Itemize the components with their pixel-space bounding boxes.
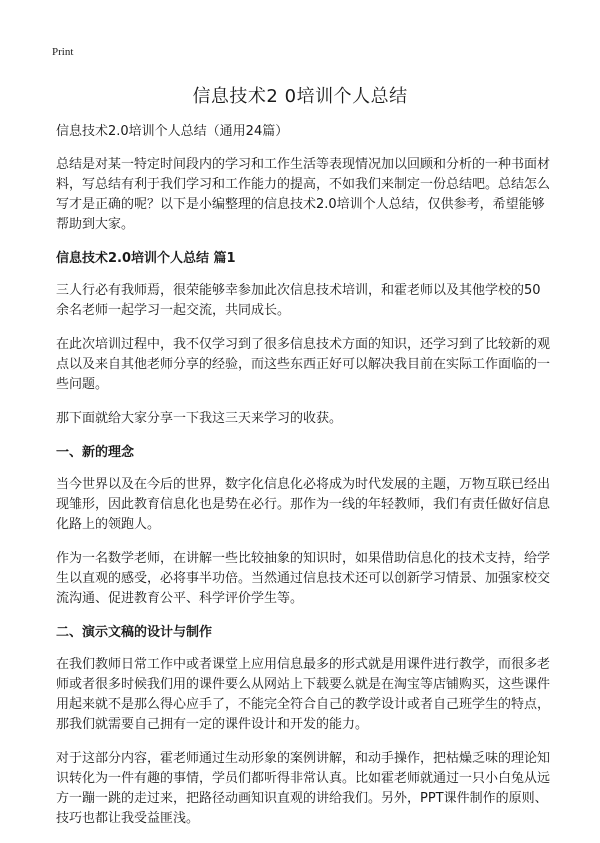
intro-paragraph: 总结是对某一特定时间段内的学习和工作生活等表现情况加以回顾和分析的一种书面材料，写总结有利于我们学习和工作能力的提高，不如我们来制定一份总结吧。总结怎么写才是正确的呢？以下是小编整理的信息技术2.0培训个人总结，仅供参考，希望能够帮助到大家。 [56,157,551,232]
body-paragraph: 在我们教师日常工作中或者课堂上应用信息最多的形式就是用课件进行教学，而很多老师或者很多时候我们用的课件要么从网站上下载要么就是在淘宝等店铺购买，这些课件用起来就不是那么得心应手了，不能完全符合自己的教学设计或者自己班学生的特点，那我们就需要自己拥有一定的课件设计和开发的能力。 [56,657,551,732]
document-subtitle: 信息技术2.0培训个人总结（通用24篇） [56,124,289,139]
section-heading: 信息技术2.0培训个人总结 篇1 [56,251,236,266]
body-paragraph: 在此次培训过程中，我不仅学习到了很多信息技术方面的知识，还学习到了比较新的观点以及来自其他老师分享的经验，而这些东西正好可以解决我目前在实际工作面临的一些问题。 [56,337,551,392]
body-paragraph: 对于这部分内容，霍老师通过生动形象的案例讲解，和动手操作，把枯燥乏味的理论知识转化为一件有趣的事情，学员们都听得非常认真。比如霍老师就通过一只小白兔从远方一蹦一跳的走过来，把路径动画知识直观的讲给我们。另外，PPT课件制作的原则、技巧也都让我受益匪浅。 [56,751,551,826]
print-link[interactable]: Print [52,46,74,58]
body-paragraph: 作为一名数学老师，在讲解一些比较抽象的知识时，如果借助信息化的技术支持，给学生以直观的感受，必将事半功倍。当然通过信息技术还可以创新学习情景、加强家校交流沟通、促进教育公平、科学评价学生等。 [56,551,551,606]
body-paragraph: 那下面就给大家分享一下我这三天来学习的收获。 [56,411,343,426]
body-paragraph: 三人行必有我师焉，很荣能够幸参加此次信息技术培训，和霍老师以及其他学校的50余名老师一起学习一起交流，共同成长。 [56,283,541,318]
page-title: 信息技术2 0培训个人总结 [192,86,408,107]
subsection-heading-1: 一、新的理念 [56,445,135,460]
document-body [56,122,552,843]
subsection-heading-2: 二、演示文稿的设计与制作 [56,625,213,640]
body-paragraph: 当今世界以及在今后的世界，数字化信息化必将成为时代发展的主题，万物互联已经出现雏形，因此教育信息化也是势在必行。那作为一线的年轻教师，我们有责任做好信息化路上的领跑人。 [56,477,551,532]
